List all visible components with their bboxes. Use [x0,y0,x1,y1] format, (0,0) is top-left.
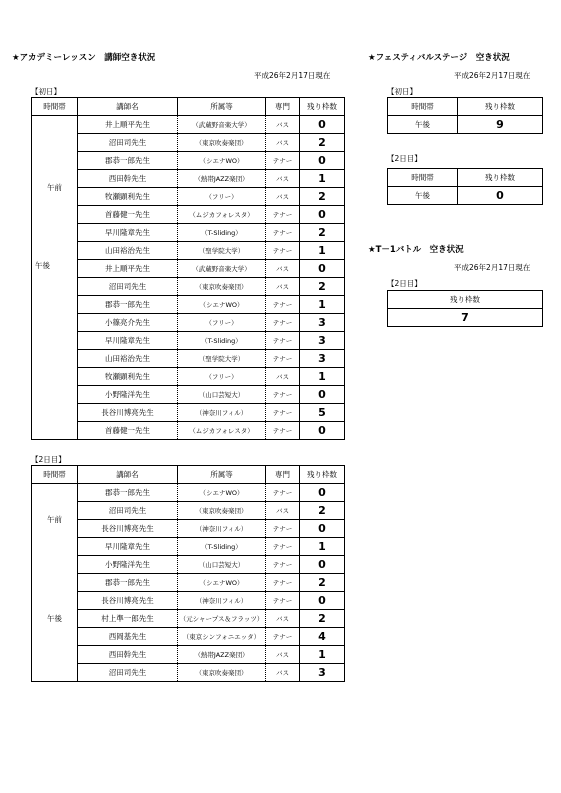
specialty: テナー [266,224,300,242]
table-row [32,314,345,332]
instructor-name: 首藤健一先生 [78,206,178,224]
table-row [32,628,345,646]
table-row [32,484,345,502]
affiliation: （山口芸短大） [178,386,266,404]
specialty: テナー [266,484,300,502]
remaining-count: 4 [300,628,345,646]
specialty: バス [266,170,300,188]
table-row [32,278,345,296]
table-row [32,574,345,592]
affiliation: （神奈川フィル） [178,404,266,422]
academy-title: ★アカデミーレッスン 講師空き状況 [12,53,156,63]
instructor-name: 首藤健一先生 [78,422,178,440]
instructor-name: 早川隆章先生 [78,538,178,556]
table-row [32,502,345,520]
remaining-count: 1 [300,646,345,664]
header-time-slot: 時間帯 [32,466,78,484]
remaining-count: 5 [300,404,345,422]
instructor-name: 小野隆洋先生 [78,386,178,404]
instructor-name: 沼田司先生 [78,502,178,520]
specialty: テナー [266,404,300,422]
remaining-count: 2 [300,278,345,296]
instructor-name: 村上準一郎先生 [78,610,178,628]
affiliation: （聖学院大学） [178,242,266,260]
affiliation: （T-Sliding） [178,332,266,350]
table-row [32,170,345,188]
table-row [32,296,345,314]
table-row [32,610,345,628]
table-row [32,206,345,224]
table-row [32,520,345,538]
specialty: テナー [266,206,300,224]
header-affiliation: 所属等 [178,98,266,116]
remaining-count: 3 [300,332,345,350]
affiliation: （シエナWO） [178,574,266,592]
affiliation: （聖学院大学） [178,350,266,368]
specialty: バス [266,260,300,278]
affiliation: （東京吹奏楽団） [178,134,266,152]
instructor-name: 西田幹先生 [78,646,178,664]
instructor-name: 早川隆章先生 [78,332,178,350]
header-time-slot: 時間帯 [32,98,78,116]
header-instructor: 講師名 [78,98,178,116]
table-row [32,224,345,242]
header-time-slot: 時間帯 [388,98,458,116]
affiliation: （T-Sliding） [178,538,266,556]
time-slot-cell: 午後 [415,120,430,129]
instructor-name: 牧瀬顕利先生 [78,188,178,206]
specialty: テナー [266,152,300,170]
table-row [32,134,345,152]
header-affiliation: 所属等 [178,466,266,484]
table-row [32,386,345,404]
specialty: テナー [266,556,300,574]
affiliation: （T-Sliding） [178,224,266,242]
remaining-count: 0 [300,520,345,538]
specialty: バス [266,278,300,296]
remaining-count: 0 [458,187,543,205]
specialty: テナー [266,520,300,538]
remaining-count: 0 [300,484,345,502]
festival-day2-table [387,168,543,205]
instructor-name: 郡恭一郎先生 [78,574,178,592]
instructor-name: 郡恭一郎先生 [78,484,178,502]
specialty: テナー [266,386,300,404]
table-row [32,422,345,440]
remaining-count: 2 [300,502,345,520]
affiliation: （フリー） [178,188,266,206]
table-row [32,646,345,664]
instructor-name: 沼田司先生 [78,134,178,152]
academy-day2-label: 【2日目】 [31,455,66,464]
specialty: テナー [266,422,300,440]
remaining-count: 0 [300,592,345,610]
time-slot-cell: 午前 [47,183,62,193]
header-remaining: 残り枠数 [300,98,345,116]
academy-day1-table [31,97,345,440]
table-row [32,188,345,206]
header-specialty: 専門 [266,466,300,484]
remaining-count: 1 [300,296,345,314]
instructor-name: 山田裕治先生 [78,350,178,368]
instructor-name: 郡恭一郎先生 [78,296,178,314]
table-row [32,592,345,610]
remaining-count: 0 [300,556,345,574]
academy-day2-table [31,465,345,682]
affiliation: （元シャープス＆フラッツ） [178,610,266,628]
table-row [32,404,345,422]
remaining-count: 0 [300,422,345,440]
header-instructor: 講師名 [78,466,178,484]
header-specialty: 専門 [266,98,300,116]
instructor-name: 小篠亮介先生 [78,314,178,332]
festival-day2-label: 【2日目】 [387,154,422,163]
remaining-count: 2 [300,574,345,592]
specialty: テナー [266,332,300,350]
instructor-name: 井上順平先生 [78,116,178,134]
affiliation: （山口芸短大） [178,556,266,574]
affiliation: （フリー） [178,314,266,332]
instructor-name: 長谷川博亮先生 [78,592,178,610]
affiliation: （シエナWO） [178,296,266,314]
battle-date: 平成26年2月17日現在 [454,263,531,272]
specialty: バス [266,646,300,664]
specialty: テナー [266,628,300,646]
table-row [32,350,345,368]
remaining-count: 2 [300,188,345,206]
instructor-name: 井上順平先生 [78,260,178,278]
remaining-count: 2 [300,134,345,152]
affiliation: （フリー） [178,368,266,386]
table-row [32,260,345,278]
time-slot-cell: 午後 [47,613,62,623]
instructor-name: 郡恭一郎先生 [78,152,178,170]
specialty: バス [266,134,300,152]
affiliation: （熱帯JAZZ楽団） [178,646,266,664]
battle-day2-table [387,290,543,327]
instructor-name: 西田幹先生 [78,170,178,188]
remaining-count: 0 [300,206,345,224]
table-row [32,538,345,556]
remaining-count: 0 [300,152,345,170]
remaining-count: 1 [300,242,345,260]
time-slot-cell: 午前 [47,515,62,525]
affiliation: （武蔵野音楽大学） [178,260,266,278]
affiliation: （ムジカフォレスタ） [178,206,266,224]
remaining-count: 0 [300,116,345,134]
table-row [32,152,345,170]
remaining-count: 3 [300,664,345,682]
instructor-name: 牧瀬顕利先生 [78,368,178,386]
remaining-count: 3 [300,350,345,368]
table-row [32,664,345,682]
table-row [32,556,345,574]
affiliation: （シエナWO） [178,484,266,502]
specialty: テナー [266,574,300,592]
remaining-count: 0 [300,260,345,278]
table-row [32,368,345,386]
affiliation: （シエナWO） [178,152,266,170]
instructor-name: 長谷川博亮先生 [78,404,178,422]
specialty: バス [266,116,300,134]
table-row [32,116,345,134]
instructor-name: 山田裕治先生 [78,242,178,260]
specialty: テナー [266,242,300,260]
affiliation: （武蔵野音楽大学） [178,116,266,134]
remaining-count: 1 [300,368,345,386]
specialty: テナー [266,350,300,368]
remaining-count: 3 [300,314,345,332]
battle-title: ★T－1バトル 空き状況 [368,245,464,255]
specialty: バス [266,502,300,520]
remaining-count: 0 [300,386,345,404]
battle-day2-label: 【2日目】 [387,279,422,288]
remaining-count: 9 [458,116,543,134]
time-slot-cell: 午後 [415,191,430,200]
remaining-count: 7 [461,311,469,324]
specialty: バス [266,368,300,386]
instructor-name: 沼田司先生 [78,278,178,296]
affiliation: （ムジカフォレスタ） [178,422,266,440]
instructor-name: 早川隆章先生 [78,224,178,242]
festival-day1-label: 【初日】 [387,87,417,96]
specialty: テナー [266,592,300,610]
time-slot-cell: 午後 [35,260,50,270]
specialty: バス [266,610,300,628]
table-row [388,187,543,205]
instructor-name: 小野隆洋先生 [78,556,178,574]
specialty: テナー [266,296,300,314]
festival-title: ★フェスティバルステージ 空き状況 [368,53,510,63]
affiliation: （熱帯JAZZ楽団） [178,170,266,188]
affiliation: （東京吹奏楽団） [178,278,266,296]
festival-day1-table [387,97,543,134]
remaining-count: 1 [300,538,345,556]
table-row [388,309,543,327]
table-row [32,332,345,350]
specialty: バス [266,664,300,682]
specialty: テナー [266,538,300,556]
instructor-name: 沼田司先生 [78,664,178,682]
instructor-name: 長谷川博亮先生 [78,520,178,538]
remaining-count: 2 [300,610,345,628]
table-row [32,242,345,260]
remaining-count: 1 [300,170,345,188]
header-remaining: 残り枠数 [388,291,543,309]
academy-day1-label: 【初日】 [31,87,61,96]
remaining-count: 2 [300,224,345,242]
festival-date: 平成26年2月17日現在 [454,71,531,80]
instructor-name: 西岡基先生 [78,628,178,646]
affiliation: （神奈川フィル） [178,520,266,538]
affiliation: （東京吹奏楽団） [178,502,266,520]
specialty: テナー [266,314,300,332]
header-remaining: 残り枠数 [458,98,543,116]
affiliation: （東京シンフォニエッタ） [178,628,266,646]
affiliation: （神奈川フィル） [178,592,266,610]
academy-date: 平成26年2月17日現在 [254,71,331,80]
header-remaining: 残り枠数 [300,466,345,484]
specialty: バス [266,188,300,206]
header-remaining: 残り枠数 [458,169,543,187]
table-row [388,116,543,134]
affiliation: （東京吹奏楽団） [178,664,266,682]
header-time-slot: 時間帯 [388,169,458,187]
